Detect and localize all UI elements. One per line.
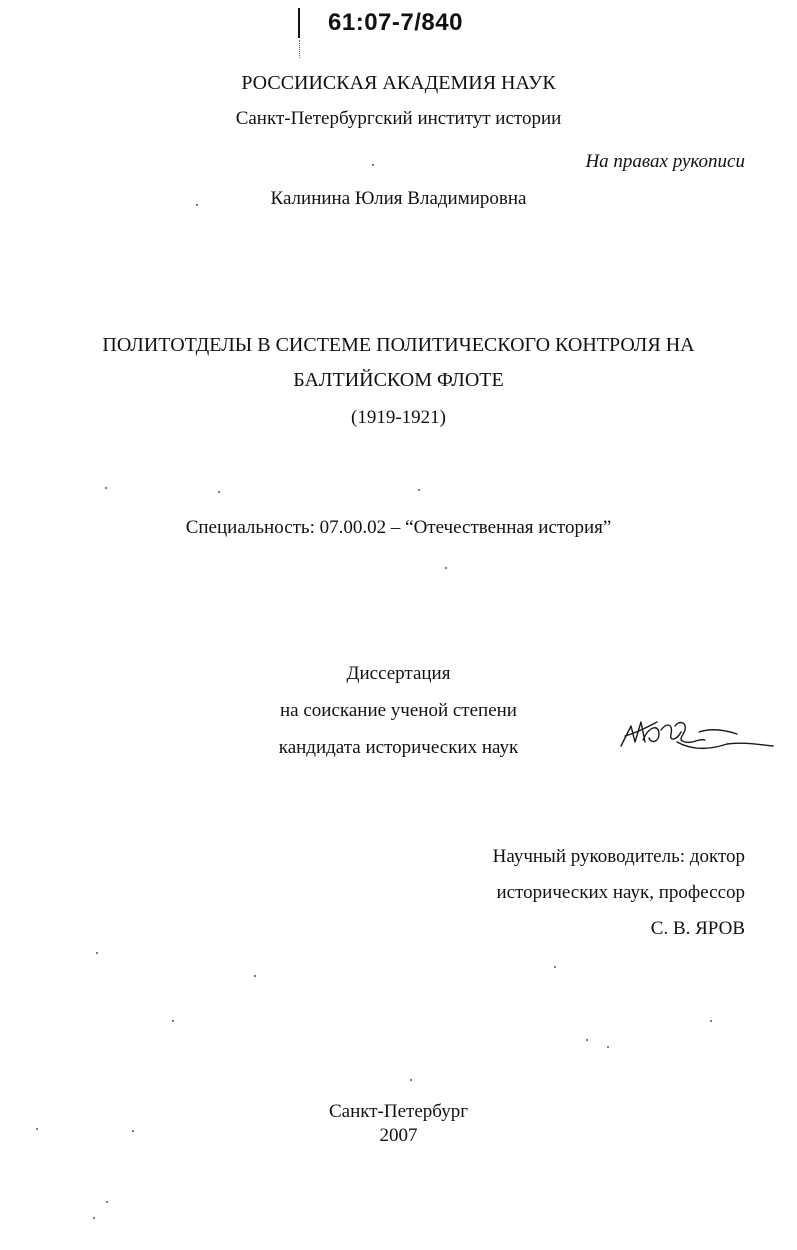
manuscript-note: На правах рукописи xyxy=(585,151,745,172)
speck xyxy=(710,1020,712,1022)
speck xyxy=(607,1046,609,1048)
organization-name: РОССИИСКАЯ АКАДЕМИЯ НАУК xyxy=(241,72,556,94)
supervisor-line2: исторических наук, профессор xyxy=(496,882,745,903)
speck xyxy=(445,567,447,569)
speck xyxy=(172,1020,174,1022)
thesis-title-line1: ПОЛИТОТДЕЛЫ В СИСТЕМЕ ПОЛИТИЧЕСКОГО КОНТРОЛЯ НА xyxy=(102,334,695,356)
speck xyxy=(96,952,98,954)
speck xyxy=(586,1039,588,1041)
supervisor-line1: Научный руководитель: доктор xyxy=(492,846,745,867)
year: 2007 xyxy=(379,1125,418,1146)
dissertation-line1: Диссертация xyxy=(346,663,451,684)
dissertation-line3: кандидата исторических наук xyxy=(278,737,519,758)
speck xyxy=(105,487,107,489)
city: Санкт-Петербург xyxy=(328,1101,468,1122)
thesis-title-line2: БАЛТИЙСКОМ ФЛОТЕ xyxy=(293,369,504,391)
stamp-dots xyxy=(299,40,301,58)
speck xyxy=(418,489,420,491)
speck xyxy=(372,164,374,166)
library-stamp-code: 61:07-7/840 xyxy=(328,9,463,36)
speck xyxy=(106,1201,108,1203)
author-name: Калинина Юлия Владимировна xyxy=(270,188,527,209)
speck xyxy=(218,491,220,493)
speck xyxy=(93,1217,95,1219)
thesis-years: (1919-1921) xyxy=(351,407,446,428)
stamp-bar xyxy=(298,8,300,38)
speck xyxy=(36,1128,38,1130)
speck xyxy=(196,204,198,206)
speck xyxy=(410,1079,412,1081)
speck xyxy=(132,1130,134,1132)
supervisor-name: С. В. ЯРОВ xyxy=(650,918,745,939)
specialty-line: Специальность: 07.00.02 – “Отечественная история” xyxy=(185,517,612,538)
handwritten-signature xyxy=(615,712,780,764)
dissertation-line2: на соискание ученой степени xyxy=(280,700,517,721)
speck xyxy=(554,966,556,968)
speck xyxy=(254,975,256,977)
institute-name: Санкт-Петербургский институт истории xyxy=(235,108,562,129)
